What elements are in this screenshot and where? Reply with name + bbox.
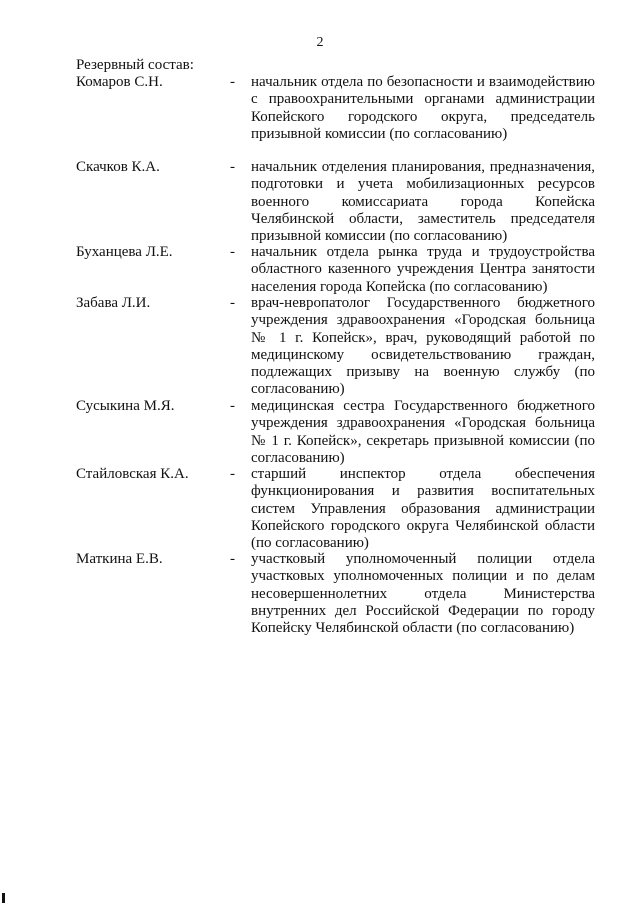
member-name: Маткина Е.В. [76, 551, 163, 567]
member-dash: - [230, 159, 235, 175]
member-name: Сусыкина М.Я. [76, 398, 175, 414]
member-role: начальник отдела рынка труда и трудоустройства областного казенного учреждения Центра занятости населения города Копейска (по согласованию) [251, 244, 595, 295]
member-entry [76, 398, 596, 466]
member-entry [76, 159, 596, 244]
member-role: врач-невропатолог Государственного бюджетного учреждения здравоохранения «Городская больница № 1 г. Копейск», врач, руководящий работой по медицинскому освидетельствованию граждан, подлежащих призыву на военную службу (по согласованию) [251, 295, 595, 398]
member-dash: - [230, 466, 235, 482]
scan-margin-mark [2, 893, 5, 903]
member-role: медицинская сестра Государственного бюджетного учреждения здравоохранения «Городская больница № 1 г. Копейск», секретарь призывной комиссии (по согласованию) [251, 398, 595, 466]
member-role: начальник отделения планирования, предназначения, подготовки и учета мобилизационных ресурсов военного комиссариата города Копейска Челябинской области, заместитель председателя призывной комиссии (по согласованию) [251, 159, 595, 245]
member-name: Комаров С.Н. [76, 74, 163, 90]
member-entry [76, 295, 596, 398]
member-dash: - [230, 398, 235, 414]
member-role: начальник отдела по безопасности и взаимодействию с правоохранительными органами администрации Копейского городского округа, председатель призывной комиссии (по согласованию) [251, 74, 595, 142]
member-name: Стайловская К.А. [76, 466, 189, 482]
member-entry [76, 74, 596, 159]
member-role: старший инспектор отдела обеспечения функционирования и развития воспитательных систем Управления образования администрации Копейского городского округа Челябинской области (по согласованию) [251, 466, 595, 552]
member-dash: - [230, 74, 235, 90]
member-dash: - [230, 244, 235, 260]
member-entry [76, 244, 596, 295]
member-list [76, 74, 596, 641]
page-number: 2 [316, 35, 324, 50]
reserve-staff-heading: Резервный состав: [76, 57, 194, 73]
member-role: участковый уполномоченный полиции отдела участковых уполномоченных полиции и по делам несовершеннолетних отдела Министерства внутренних дел Российской Федерации по городу Копейску Челябинской области (по согласованию) [251, 551, 595, 637]
member-name: Забава Л.И. [76, 295, 151, 311]
member-dash: - [230, 295, 235, 311]
member-entry [76, 551, 596, 641]
member-name: Скачков К.А. [76, 159, 160, 175]
member-dash: - [230, 551, 235, 567]
member-name: Буханцева Л.Е. [76, 244, 173, 260]
member-entry [76, 466, 596, 551]
